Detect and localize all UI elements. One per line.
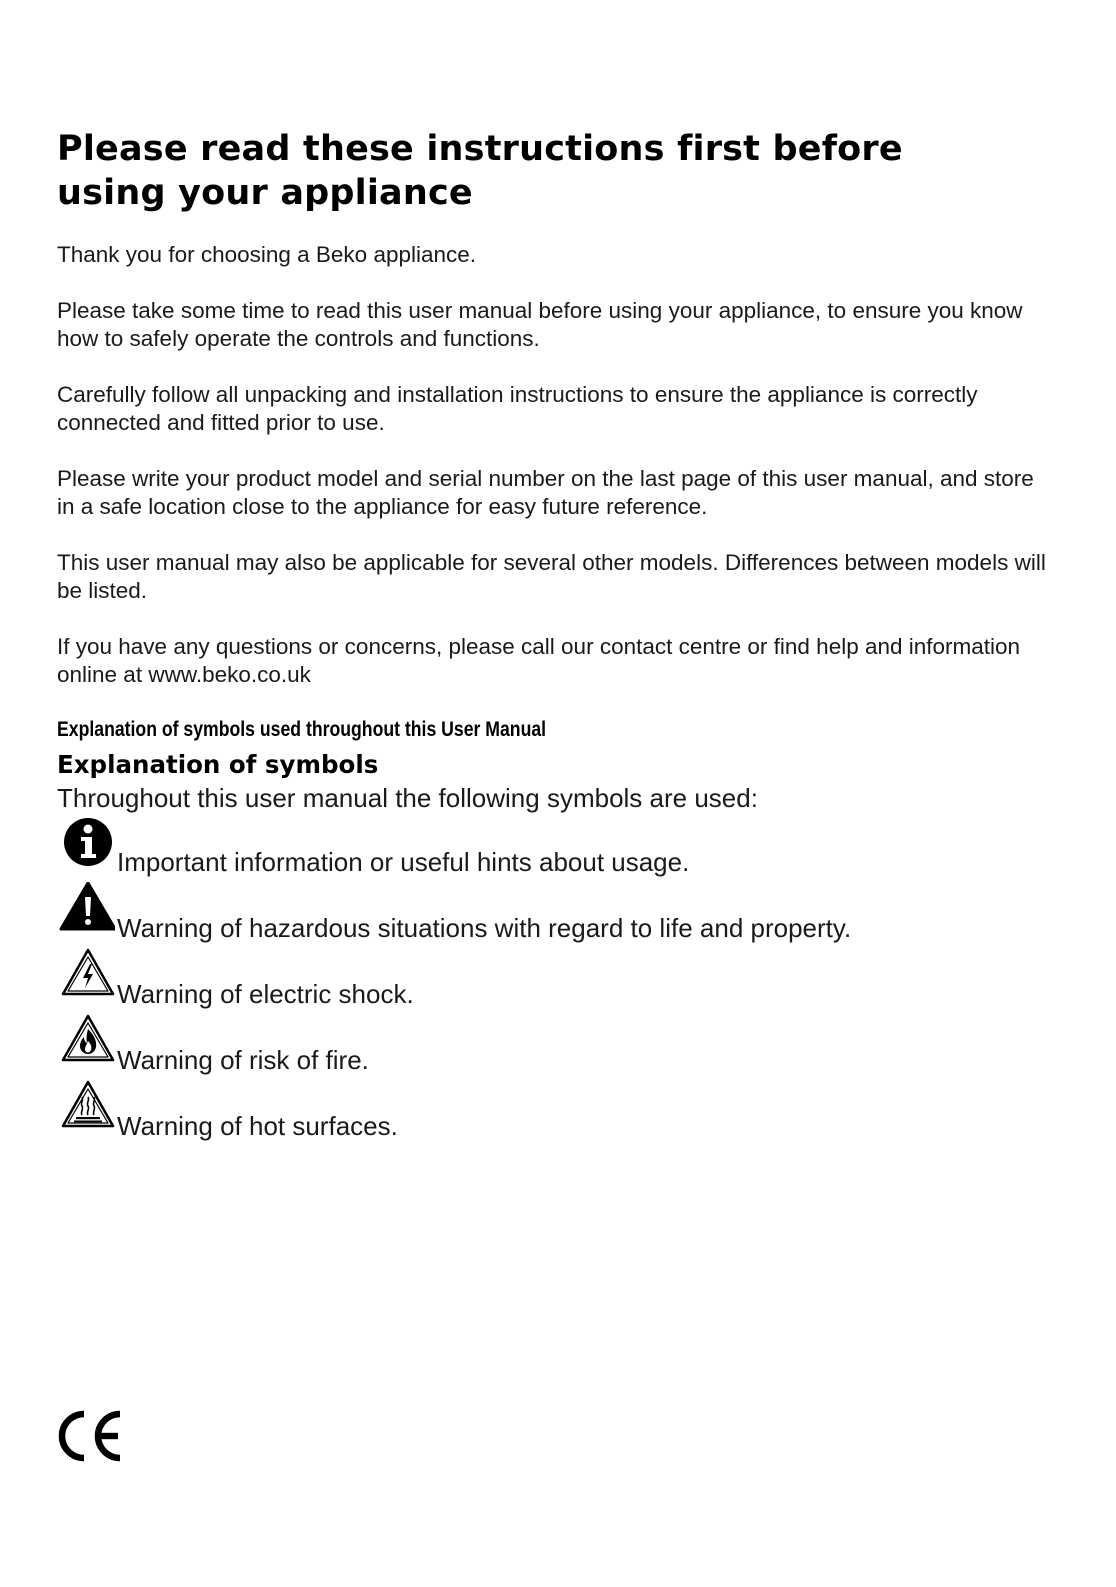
symbol-item-info: [57, 816, 1057, 876]
symbol-label: Warning of hot surfaces.: [117, 1111, 398, 1141]
ce-mark-icon: [57, 1410, 123, 1462]
symbol-label: Warning of electric shock.: [117, 979, 414, 1009]
symbols-subheading: Explanation of symbols used throughout this User Manual: [57, 718, 547, 741]
symbol-item-hazard: [57, 882, 1057, 942]
symbols-intro: Throughout this user manual the following symbols are used:: [57, 783, 758, 813]
installation-paragraph: Carefully follow all unpacking and installation instructions to ensure the appliance is correctly connected and fitted prior to use.: [57, 382, 978, 435]
symbol-label: Warning of risk of fire.: [117, 1045, 369, 1075]
symbol-item-fire-risk: [57, 1013, 1057, 1073]
page-title: Please read these instructions first before using your appliance: [57, 129, 903, 213]
symbol-item-hot-surface: [57, 1079, 1057, 1139]
hot-surface-icon: [59, 1079, 115, 1135]
read-manual-paragraph: Please take some time to read this user manual before using your appliance, to ensure you know how to safely operate the controls and functions.: [57, 298, 1023, 351]
hazard-warning-icon: [59, 882, 115, 938]
thank-you-paragraph: Thank you for choosing a Beko appliance.: [57, 242, 477, 267]
symbol-label: Important information or useful hints about usage.: [117, 847, 690, 877]
symbol-item-electric-shock: [57, 947, 1057, 1007]
electric-shock-icon: [59, 947, 115, 1003]
other-models-paragraph: This user manual may also be applicable for several other models. Differences between models will be listed.: [57, 550, 1046, 603]
symbols-heading: Explanation of symbols: [57, 750, 379, 779]
contact-paragraph: If you have any questions or concerns, please call our contact centre or find help and information online at www.beko.co.uk: [57, 634, 1021, 687]
model-serial-paragraph: Please write your product model and serial number on the last page of this user manual, and store in a safe location close to the appliance for easy future reference.: [57, 466, 1034, 519]
symbol-label: Warning of hazardous situations with regard to life and property.: [117, 913, 852, 943]
fire-risk-icon: [59, 1013, 115, 1069]
info-icon: [59, 816, 115, 872]
